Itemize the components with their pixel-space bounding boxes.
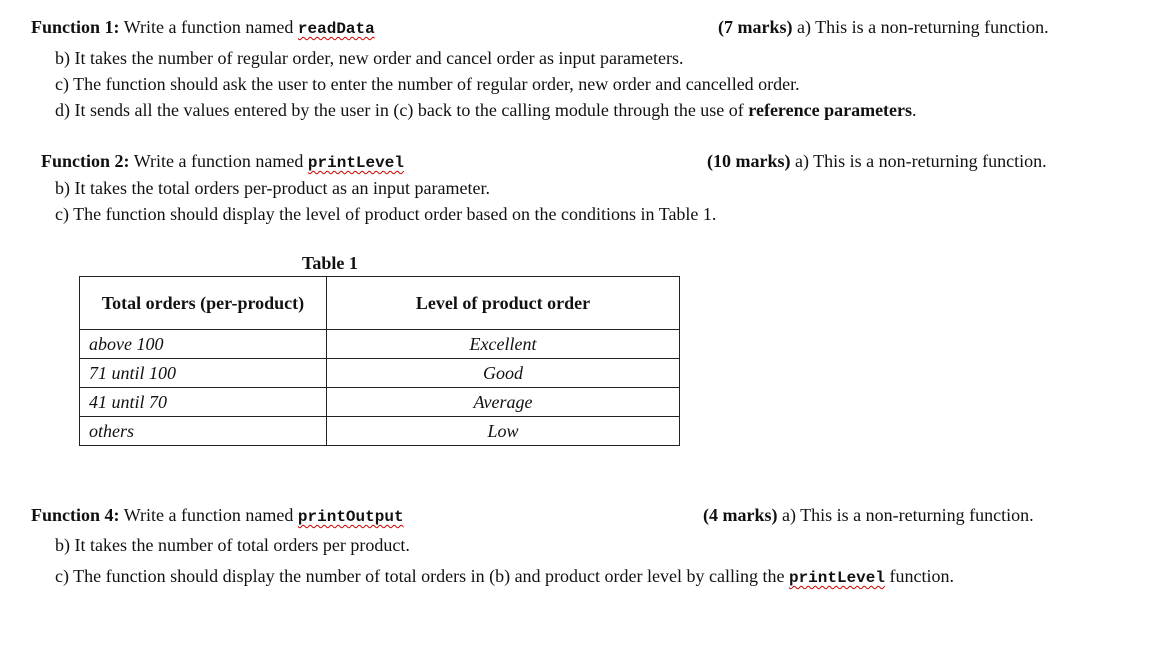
function1-item-d-end: . [912,100,917,120]
function1-item-c: c) The function should ask the user to enter the number of regular order, new order and cancelled order. [55,74,800,94]
function2-marks-line [707,150,1047,172]
table-header-total: Total orders (per-product) [80,277,327,330]
table-cell-level: Good [327,359,680,388]
function4-item-c [55,565,954,589]
function1-label: Function 1: [31,17,120,37]
table-row [80,330,680,359]
function4-item-c-name: printLevel [788,569,885,587]
function2-label: Function 2: [41,151,130,171]
level-table [79,276,680,446]
function4-item-a: a) This is a non-returning function. [782,505,1034,525]
function1-item-d-bold: reference parameters [748,100,913,120]
table-cell-range: 41 until 70 [80,388,327,417]
table-cell-range: above 100 [80,330,327,359]
function4-item-c-text: c) The function should display the number of total orders in (b) and product order level by calling the [55,566,785,586]
function1-lead: Write a function named [123,17,294,37]
table-row [80,388,680,417]
function4-name: printOutput [297,508,404,526]
function1-item-d-text: d) It sends all the values entered by the user in (c) back to the calling module through the use of [55,100,744,120]
function2-item-a: a) This is a non-returning function. [795,151,1047,171]
table-cell-level: Average [327,388,680,417]
table-cell-range: others [80,417,327,446]
function1-item-d [55,99,917,121]
function1-marks-line [718,16,1049,38]
function1-heading [31,16,375,40]
function4-item-b: b) It takes the number of total orders per product. [55,535,410,555]
function1-name: readData [297,20,375,38]
function2-name: printLevel [307,154,404,172]
table-cell-level: Low [327,417,680,446]
function2-marks: (10 marks) [707,151,791,171]
table-header-level: Level of product order [327,277,680,330]
function2-heading [41,150,404,174]
table-caption: Table 1 [302,253,358,273]
function2-item-c: c) The function should display the level of product order based on the conditions in Table 1. [55,204,717,224]
function4-lead: Write a function named [123,505,294,525]
table-cell-range: 71 until 100 [80,359,327,388]
function1-item-b: b) It takes the number of regular order, new order and cancel order as input parameters. [55,48,684,68]
function1-marks: (7 marks) [718,17,793,37]
function2-lead: Write a function named [133,151,304,171]
function4-marks-line [703,504,1034,526]
function4-item-c-end: function. [889,566,954,586]
table-row [80,359,680,388]
table-header-row [80,277,680,330]
function4-marks: (4 marks) [703,505,778,525]
function4-heading [31,504,404,528]
function1-item-a: a) This is a non-returning function. [797,17,1049,37]
table-cell-level: Excellent [327,330,680,359]
table-row [80,417,680,446]
function2-item-b: b) It takes the total orders per-product as an input parameter. [55,178,490,198]
function4-label: Function 4: [31,505,120,525]
